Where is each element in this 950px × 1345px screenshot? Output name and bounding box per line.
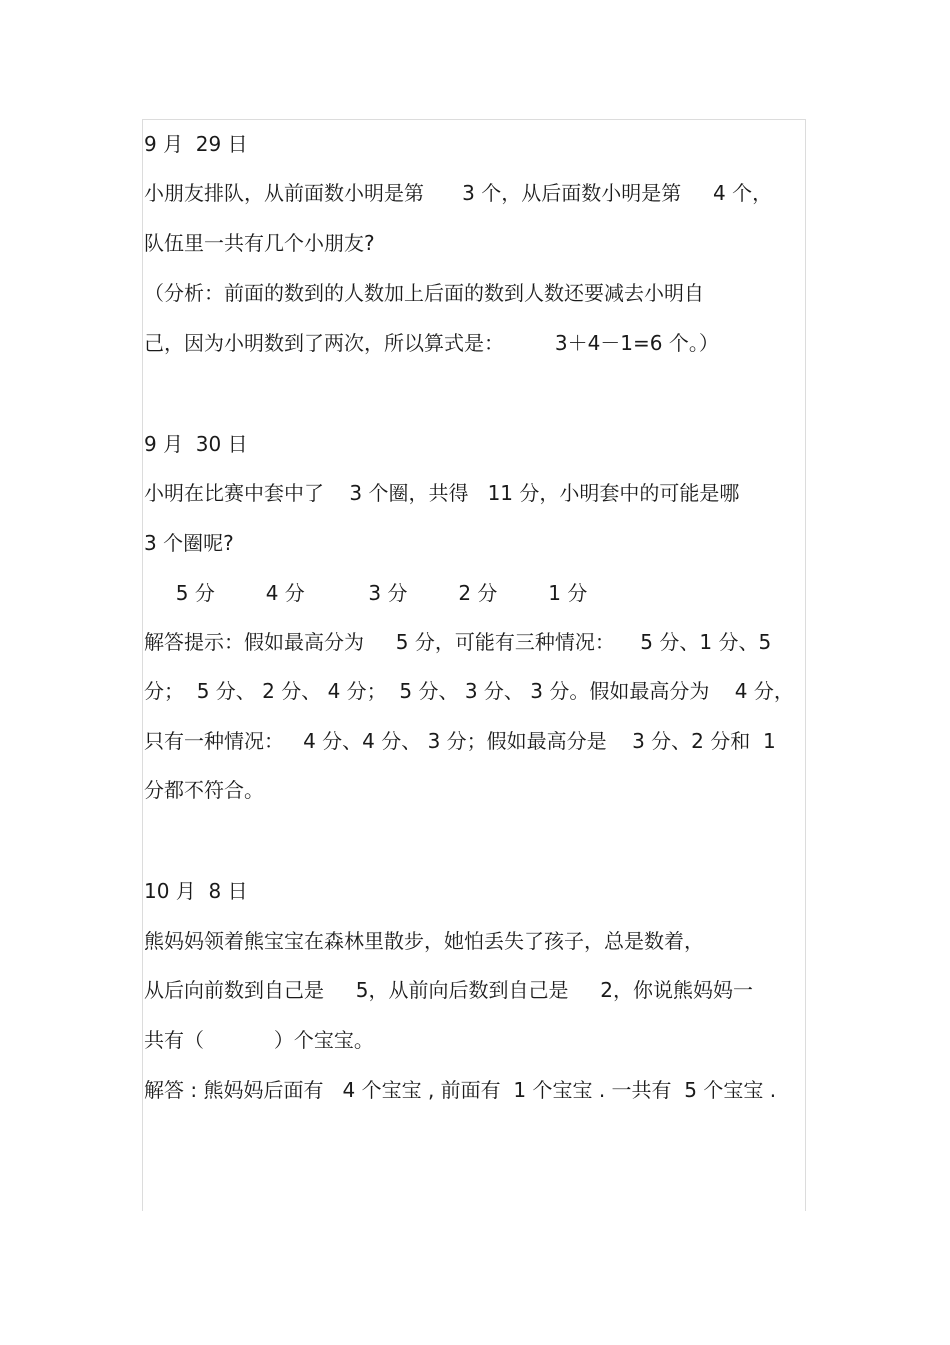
section-1-line-3: （分析：前面的数到的人数加上后面的数到人数还要减去小明自 [144,281,704,305]
section-1-line-2: 队伍里一共有几个小朋友? [144,231,375,255]
section-2-line-6: 只有一种情况： 4 分、4 分、 3 分；假如最高分是 3 分、2 分和 1 [144,729,776,753]
section-2-line-3: 5 分 4 分 3 分 2 分 1 分 [144,581,588,605]
section-3-date: 10 月 8 日 [144,879,248,903]
section-2-line-7: 分都不符合。 [144,778,264,802]
section-1-line-4: 己，因为小明数到了两次，所以算式是： 3＋4－1=6 个。） [144,331,719,355]
section-2-line-1: 小明在比赛中套中了 3 个圈，共得 11 分，小明套中的可能是哪 [144,481,740,505]
section-3-line-2: 从后向前数到自己是 5，从前向后数到自己是 2，你说熊妈妈一 [144,978,754,1002]
section-1-line-1: 小朋友排队，从前面数小明是第 3 个，从后面数小明是第 4 个， [144,181,773,205]
section-2-line-5: 分； 5 分、 2 分、 4 分； 5 分、 3 分、 3 分。假如最高分为 4 分， [144,679,794,703]
section-1-date: 9 月 29 日 [144,132,248,156]
section-2-line-4: 解答提示：假如最高分为 5 分，可能有三种情况： 5 分、1 分、5 [144,630,772,654]
section-3-line-4: 解答 : 熊妈妈后面有 4 个宝宝 , 前面有 1 个宝宝 . 一共有 5 个宝宝 . [144,1078,777,1102]
section-3-line-3: 共有（ ）个宝宝。 [144,1028,374,1052]
section-2-line-2: 3 个圈呢? [144,531,234,555]
section-3-line-1: 熊妈妈领着熊宝宝在森林里散步，她怕丢失了孩子，总是数着， [144,929,704,953]
section-2-date: 9 月 30 日 [144,432,248,456]
